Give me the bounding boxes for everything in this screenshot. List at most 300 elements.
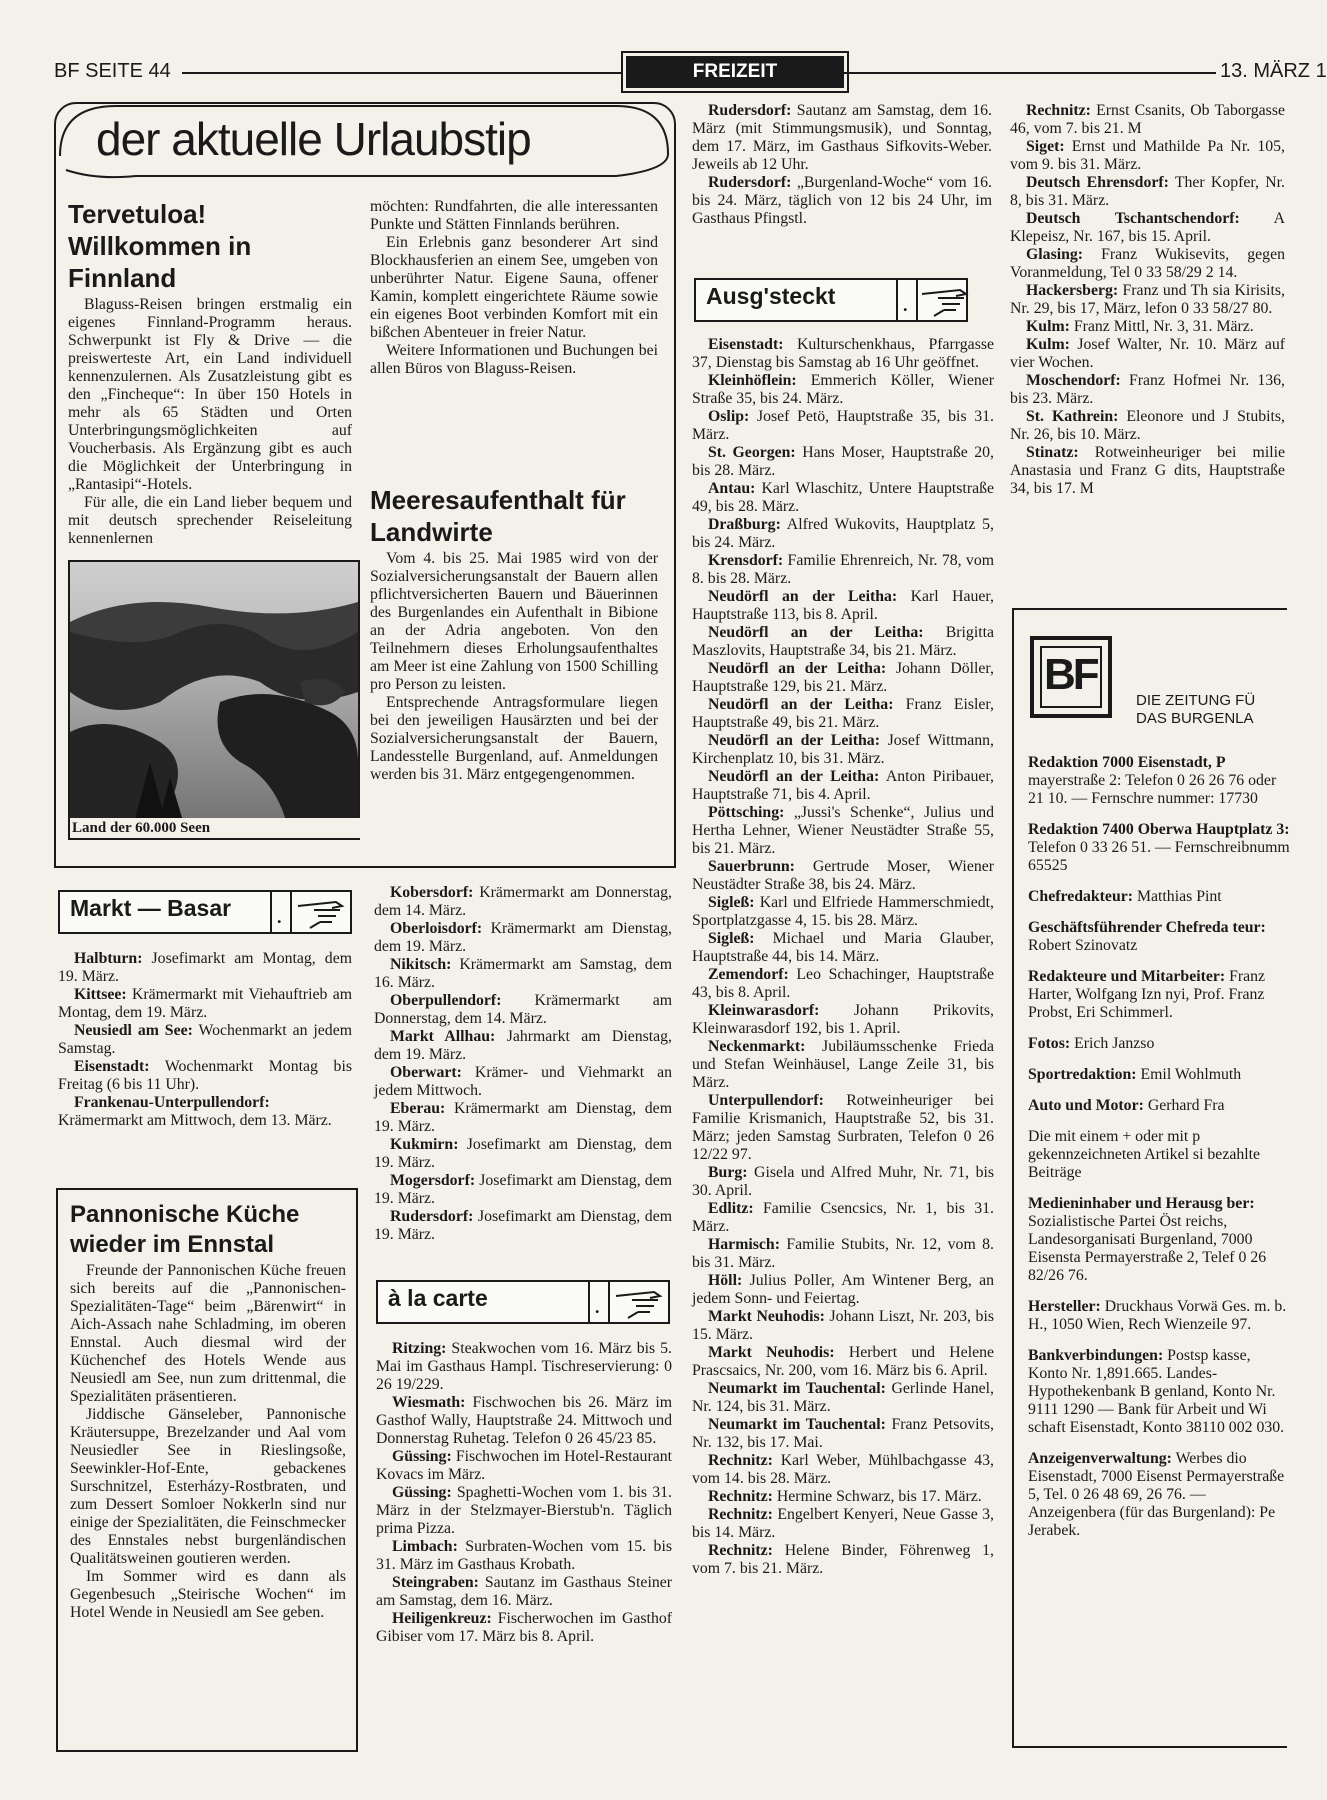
- place-name: Rechnitz:: [708, 1542, 773, 1559]
- issue-date: 13. MÄRZ 1: [1220, 60, 1327, 82]
- place-name: Kleinhöflein:: [708, 372, 797, 389]
- place-name: Burg:: [708, 1164, 748, 1181]
- heading-dot: .: [595, 1297, 600, 1317]
- impressum-label: Geschäftsführender Chefreda teur:: [1028, 919, 1266, 936]
- list-item: [374, 992, 672, 1028]
- article-title: Meeresaufenthalt für Landwirte: [370, 485, 626, 547]
- place-name: Draßburg:: [708, 516, 781, 533]
- place-name: Krensdorf:: [708, 552, 784, 569]
- impressum-entry: [1028, 1298, 1290, 1334]
- entry-text: Familie Csencsics, Nr. 1, bis 31. März.: [692, 1200, 994, 1235]
- list-item: [1010, 318, 1285, 336]
- slogan-line: DAS BURGENLA: [1136, 710, 1254, 727]
- entry-text: Karl Hauer, Hauptstraße 113, bis 8. April.: [692, 588, 994, 623]
- entry-text: Fischerwochen im Gasthof Gibiser vom 17. März bis 8. April.: [376, 1610, 673, 1645]
- entry-text: Krämermarkt am Dienstag, dem 19. März.: [374, 920, 673, 955]
- impressum-text: Telefon 0 33 26 51. — Fernschreibnumm 65525: [1028, 839, 1290, 874]
- pointing-hand-icon: [920, 284, 970, 318]
- meer-article: [370, 484, 658, 784]
- list-item: [692, 1272, 994, 1308]
- page-number: BF SEITE 44: [54, 60, 171, 82]
- impressum-entry: [1028, 1066, 1290, 1084]
- impressum-text: Postsp kasse, Konto Nr. 1,891.665. Landes-Hypothekenbank B genland, Konto Nr. 9111 1290 — Bank für Arbeit und Wi schaft Eisenstadt, Konto 38110 002 030.: [1028, 1347, 1285, 1436]
- article-paragraph: Ein Erlebnis ganz besonderer Art sind Blockhausferien an einem See, umgeben von unberührter Natur. Eigene Sauna, offener Kamin, komplett eingerichtete Räume sowie ein eigenes Boot verbinden Komfort mit ein bißchen Abenteuer in freier Natur.: [370, 234, 658, 341]
- impressum-entry: [1028, 1035, 1290, 1053]
- impressum-label: Fotos:: [1028, 1035, 1071, 1052]
- list-item: [1010, 246, 1285, 282]
- heading-divider: [608, 1282, 610, 1322]
- list-item: [692, 930, 994, 966]
- place-name: Hackersberg:: [1026, 282, 1119, 299]
- list-item: [376, 1448, 672, 1484]
- impressum-text: Emil Wohlmuth: [1140, 1066, 1242, 1083]
- place-name: Eisenstadt:: [74, 1058, 150, 1075]
- entry-text: Michael und Maria Glauber, Hauptstraße 44, bis 14. März.: [692, 930, 994, 965]
- col4-top-list: [1010, 102, 1285, 498]
- lake-landscape-image: [70, 562, 358, 838]
- place-name: Moschendorf:: [1026, 372, 1121, 389]
- impressum-label: Auto und Motor:: [1028, 1097, 1144, 1114]
- place-name: Oberloisdorf:: [390, 920, 483, 937]
- entry-text: Krämermarkt am Donnerstag, dem 14. März.: [374, 992, 672, 1027]
- list-item: [376, 1610, 672, 1646]
- heading-divider: [896, 280, 898, 320]
- list-item: [58, 1094, 352, 1130]
- place-name: Nikitsch:: [390, 956, 452, 973]
- list-item: [692, 1236, 994, 1272]
- entry-text: Kulturschenkhaus, Pfarrgasse 37, Dienstag bis Samstag ab 16 Uhr geöffnet.: [692, 336, 994, 371]
- section-heading-label: Ausg'steckt: [706, 283, 836, 309]
- list-item: [692, 1002, 994, 1038]
- place-name: Steingraben:: [392, 1574, 479, 1591]
- entry-text: Ther Kopfer, Nr. 8, bis 31. März.: [1010, 174, 1285, 209]
- entry-text: Eleonore und J Stubits, Nr. 26, bis 10. März.: [1010, 408, 1285, 443]
- list-item: [1010, 282, 1285, 318]
- place-name: Mogersdorf:: [390, 1172, 476, 1189]
- entry-text: Familie Stubits, Nr. 12, vom 8. bis 31. März.: [692, 1236, 994, 1271]
- impressum-entry: [1028, 1195, 1290, 1285]
- slogan-line: DIE ZEITUNG FÜ: [1136, 692, 1256, 709]
- section-label: FREIZEIT: [626, 56, 844, 88]
- list-item: [1010, 408, 1285, 444]
- entry-text: Franz Wukisevits, gegen Voranmeldung, Tel 0 33 58/29 2 14.: [1010, 246, 1285, 281]
- entry-text: Karl Wlaschitz, Untere Hauptstraße 49, bis 28. März.: [692, 480, 994, 515]
- entry-text: Johann Liszt, Nr. 203, bis 15. März.: [692, 1308, 994, 1343]
- place-name: Neudörfl an der Leitha:: [708, 624, 924, 641]
- list-item: [1010, 372, 1285, 408]
- list-item: [692, 372, 994, 408]
- ausgsteckt-heading: [694, 278, 968, 322]
- place-name: Neumarkt im Tauchental:: [708, 1416, 886, 1433]
- entry-text: Gisela und Alfred Muhr, Nr. 71, bis 30. April.: [692, 1164, 995, 1199]
- list-item: [374, 1064, 672, 1100]
- list-item: [374, 920, 672, 956]
- impressum-text: mayerstraße 2: Telefon 0 26 26 76 oder 21 10. — Fernschre nummer: 17730: [1028, 772, 1277, 807]
- impressum-entry: [1028, 919, 1290, 955]
- entry-text: Jahrmarkt am Dienstag, dem 19. März.: [374, 1028, 673, 1063]
- place-name: Kittsee:: [74, 986, 127, 1003]
- entry-text: Karl Weber, Mühlbachgasse 43, vom 14. bis 28. März.: [692, 1452, 994, 1487]
- place-name: Rechnitz:: [1026, 102, 1091, 119]
- header-rule: [840, 72, 1216, 74]
- col3-top-list: [692, 102, 992, 228]
- article-paragraph: Weitere Informationen und Buchungen bei allen Büros von Blaguss-Reisen.: [370, 342, 658, 377]
- carte-list: [376, 1340, 672, 1646]
- list-item: [692, 1542, 994, 1578]
- list-item: [58, 1022, 352, 1058]
- entry-text: Steakwochen vom 16. März bis 5. Mai im Gasthaus Hampl. Tischreservierung: 0 26 19/229.: [376, 1340, 672, 1393]
- list-item: [1010, 336, 1285, 372]
- impressum-label: Anzeigenverwaltung:: [1028, 1450, 1172, 1467]
- place-name: Frankenau-Unterpullendorf:: [74, 1094, 270, 1111]
- entry-text: „Burgenland-Woche“ vom 16. bis 24. März, täglich von 12 bis 24 Uhr, im Gasthaus Pfingstl.: [692, 174, 992, 227]
- heading-dot: .: [903, 295, 908, 315]
- list-item: [692, 408, 994, 444]
- heading-divider: [290, 892, 292, 932]
- entry-text: Josefimarkt am Montag, dem 19. März.: [58, 950, 352, 985]
- entry-text: Hans Moser, Hauptstraße 20, bis 28. März.: [692, 444, 994, 479]
- list-item: [58, 1058, 352, 1094]
- article-paragraph: Blaguss-Reisen bringen erstmalig ein eigenes Finnland-Programm heraus. Schwerpunkt ist Fly & Drive — die preiswerteste Art, ein Land individuell kennenzulernen. Als Zusatzleistung gibt es den „Fincheque“: In über 150 Hotels in mehr als 65 Städten und Orten Unterbringungsmöglichkeiten auf Voucherbasis. Als Ergänzung gibt es auch die Möglichkeit der Unterbringung in „Rantasipi“-Hotels.: [68, 296, 352, 493]
- place-name: Güssing:: [392, 1484, 452, 1501]
- place-name: Sauerbrunn:: [708, 858, 795, 875]
- list-item: [692, 1200, 994, 1236]
- article-paragraph: Vom 4. bis 25. Mai 1985 wird von der Sozialversicherungsanstalt der Bauern allen pflichtversicherten Bauern und Bäuerinnen des Burgenlandes ein Aufenthalt in Bibione an der Adria angeboten. Von den Teilnehmern dieses Erholungsaufenthaltes am Meer ist eine Zahlung von 1500 Schilling pro Person zu leisten.: [370, 550, 658, 693]
- list-item: [58, 950, 352, 986]
- place-name: Neckenmarkt:: [708, 1038, 806, 1055]
- entry-text: Surbraten-Wochen vom 15. bis 31. März im Gasthaus Krobath.: [376, 1538, 672, 1573]
- list-item: [692, 1164, 994, 1200]
- place-name: St. Georgen:: [708, 444, 796, 461]
- ausgsteckt-list: [692, 336, 994, 1578]
- list-item: [692, 480, 994, 516]
- list-item: [692, 1092, 994, 1164]
- header-rule: [182, 72, 622, 74]
- entry-text: Wochenmarkt Montag bis Freitag (6 bis 11 Uhr).: [58, 1058, 352, 1093]
- list-item: [1010, 210, 1285, 246]
- entry-text: Engelbert Kenyeri, Neue Gasse 3, bis 14. März.: [692, 1506, 994, 1541]
- list-item: [692, 966, 994, 1002]
- entry-text: Emmerich Köller, Wiener Straße 35, bis 24. März.: [692, 372, 994, 407]
- list-item: [1010, 102, 1285, 138]
- a-la-carte-heading: [376, 1280, 670, 1324]
- entry-text: Krämermarkt am Donnerstag, dem 14. März.: [374, 884, 672, 919]
- place-name: Kulm:: [1026, 318, 1070, 335]
- markt-list-left: [58, 950, 352, 1130]
- list-item: [692, 1344, 994, 1380]
- entry-text: Anton Piribauer, Hauptstraße 71, bis 4. April.: [692, 768, 994, 803]
- place-name: Pöttsching:: [708, 804, 785, 821]
- entry-text: Ernst Csanits, Ob Taborgasse 46, vom 7. bis 21. M: [1010, 102, 1285, 137]
- place-name: Neudörfl an der Leitha:: [708, 588, 898, 605]
- entry-text: Karl und Elfriede Hammerschmiedt, Sportplatzgasse 4, 15. bis 28. März.: [692, 894, 995, 929]
- place-name: Höll:: [708, 1272, 743, 1289]
- place-name: Oslip:: [708, 408, 750, 425]
- impressum-label: Redaktion 7400 Oberwa Hauptplatz 3:: [1028, 821, 1290, 838]
- place-name: Stinatz:: [1026, 444, 1079, 461]
- impressum-entry: [1028, 968, 1290, 1022]
- place-name: Markt Neuhodis:: [708, 1344, 835, 1361]
- entry-text: Rotweinheuriger bei milie Anastasia und Franz G dits, Hauptstraße 34, bis 17. M: [1010, 444, 1285, 497]
- place-name: Rudersdorf:: [708, 174, 792, 191]
- heading-divider: [588, 1282, 590, 1322]
- list-item: [1010, 174, 1285, 210]
- entry-text: Josefimarkt am Dienstag, dem 19. März.: [374, 1208, 672, 1243]
- entry-text: Sautanz am Samstag, dem 16. März (mit Stimmungsmusik), und Sonntag, dem 17. März, im Gasthaus Sifkovits-Weber. Jeweils ab 12 Uhr.: [692, 102, 993, 173]
- place-name: Unterpullendorf:: [708, 1092, 824, 1109]
- entry-text: Ernst und Mathilde Pa Nr. 105, vom 9. bis 31. März.: [1010, 138, 1285, 173]
- entry-text: Leo Schachinger, Hauptstraße 43, bis 8. April.: [692, 966, 995, 1001]
- entry-text: „Jussi's Schenke“, Julius und Hertha Lehner, Wiener Neustädter Straße 55, bis 21. März.: [692, 804, 994, 857]
- list-item: [374, 1172, 672, 1208]
- entry-text: Franz Eisler, Hauptstraße 49, bis 21. März.: [692, 696, 994, 731]
- entry-text: Krämermarkt am Samstag, dem 16. März.: [374, 956, 672, 991]
- article-paragraph: Im Sommer wird es dann als Gegenbesuch „Steirische Wochen“ im Hotel Wende in Neusiedl am See geben.: [70, 1568, 346, 1621]
- place-name: Eberau:: [390, 1100, 446, 1117]
- place-name: Sigleß:: [708, 930, 755, 947]
- impressum-label: Hersteller:: [1028, 1298, 1101, 1315]
- list-item: [58, 986, 352, 1022]
- entry-text: Josef Petö, Hauptstraße 35, bis 31. März.: [692, 408, 995, 443]
- entry-text: Franz und Th sia Kirisits, Nr. 29, bis 17, März, lefon 0 33 58/27 80.: [1010, 282, 1285, 317]
- list-item: [376, 1394, 672, 1448]
- list-item: [692, 174, 992, 228]
- zeitung-slogan: [1136, 692, 1255, 728]
- pointing-hand-icon: [614, 1286, 664, 1320]
- list-item: [1010, 444, 1285, 498]
- list-item: [376, 1538, 672, 1574]
- article-paragraph: Für alle, die ein Land lieber bequem und mit deutsch sprechender Reiseleitung kennenlernen: [68, 494, 352, 547]
- impressum-text: Die mit einem + oder mit p gekennzeichneten Artikel si bezahlte Beiträge: [1028, 1128, 1261, 1181]
- impressum-label: Redakteure und Mitarbeiter:: [1028, 968, 1226, 985]
- finnland-article-cont: [370, 198, 658, 378]
- page-header: [54, 48, 1327, 88]
- entry-text: Rotweinheuriger bei Familie Krismanich, Hauptstraße 52, bis 31. März; jeden Samstag Surbraten, Telefon 0 26 12/22 97.: [692, 1092, 994, 1163]
- heading-divider: [916, 280, 918, 320]
- entry-text: Josef Wittmann, Kirchenplatz 10, bis 31. März.: [692, 732, 994, 767]
- place-name: Harmisch:: [708, 1236, 780, 1253]
- impressum-label: Sportredaktion:: [1028, 1066, 1137, 1083]
- entry-text: Fischwochen im Hotel-Restaurant Kovacs im März.: [376, 1448, 673, 1483]
- place-name: Siget:: [1026, 138, 1065, 155]
- place-name: Heiligenkreuz:: [392, 1610, 492, 1627]
- impressum-entry: [1028, 1450, 1290, 1540]
- entry-text: Jubiläumsschenke Frieda und Stefan Weinhäusel, Lange Zeile 31, bis März.: [692, 1038, 994, 1091]
- impressum-label: Bankverbindungen:: [1028, 1347, 1164, 1364]
- place-name: Güssing:: [392, 1448, 452, 1465]
- impressum-text: Sozialistische Partei Öst reichs, Landesorganisati Burgenland, 7000 Eisensta Permayerstraße 2, Telef 0 26 82/26 76.: [1028, 1213, 1267, 1284]
- markt-list-right: [374, 884, 672, 1244]
- place-name: Eisenstadt:: [708, 336, 784, 353]
- section-heading-label: Markt — Basar: [70, 895, 232, 921]
- place-name: Glasing:: [1026, 246, 1084, 263]
- entry-text: Johann Döller, Hauptstraße 129, bis 21. März.: [692, 660, 995, 695]
- list-item: [692, 894, 994, 930]
- list-item: [692, 624, 994, 660]
- entry-text: Fischwochen bis 26. März im Gasthof Wally, Hauptstraße 24. Mittwoch und Donnerstag Ruhetag. Telefon 0 26 45/23 85.: [376, 1394, 673, 1447]
- place-name: Neusiedl am See:: [74, 1022, 193, 1039]
- impressum-entry: [1028, 821, 1290, 875]
- list-item: [374, 884, 672, 920]
- list-item: [692, 660, 994, 696]
- place-name: Ritzing:: [392, 1340, 447, 1357]
- impressum-box: [1012, 608, 1290, 1748]
- article-paragraph: Freunde der Pannonischen Küche freuen sich bereits auf die „Pannonischen-Spezialitäten-Tage“ beim „Bärenwirt“ in Aich-Assach nahe Schladming, im oberen Ennstal. Auch diesmal wird der Küchenchef des Hotels Wende aus Neusiedl am See, nun zum drittenmal, die Spezialitäten präsentieren.: [70, 1262, 346, 1405]
- entry-text: Wochenmarkt an jedem Samstag.: [58, 1022, 352, 1057]
- entry-text: Gerlinde Hanel, Nr. 124, bis 31. März.: [692, 1380, 994, 1415]
- list-item: [1010, 138, 1285, 174]
- list-item: [692, 1380, 994, 1416]
- entry-text: Krämermarkt am Mittwoch, dem 13. März.: [58, 1112, 332, 1129]
- entry-text: Franz Hofmei Nr. 136, bis 23. März.: [1010, 372, 1285, 407]
- place-name: Kleinwarasdorf:: [708, 1002, 820, 1019]
- list-item: [692, 102, 992, 174]
- entry-text: Helene Binder, Föhrenweg 1, vom 7. bis 21. März.: [692, 1542, 994, 1577]
- impressum-text: Robert Szinovatz: [1028, 937, 1138, 954]
- lake-photo: [68, 560, 360, 840]
- impressum-blocks: [1028, 754, 1290, 1553]
- impressum-label: Chefredakteur:: [1028, 888, 1134, 905]
- entry-text: Alfred Wukovits, Hauptplatz 5, bis 24. März.: [692, 516, 994, 551]
- list-item: [692, 804, 994, 858]
- entry-text: A Klepeisz, Nr. 167, bis 15. April.: [1010, 210, 1285, 245]
- place-name: Rechnitz:: [708, 1506, 773, 1523]
- impressum-text: Druckhaus Vorwä Ges. m. b. H., 1050 Wien, Rech Wienzeile 97.: [1028, 1298, 1287, 1333]
- entry-text: Josefimarkt am Dienstag, dem 19. März.: [374, 1172, 672, 1207]
- list-item: [692, 1038, 994, 1092]
- place-name: Rechnitz:: [708, 1488, 773, 1505]
- place-name: Neumarkt im Tauchental:: [708, 1380, 886, 1397]
- entry-text: Hermine Schwarz, bis 17. März.: [776, 1488, 982, 1505]
- banner-title: der aktuelle Urlaubstip: [96, 113, 531, 165]
- place-name: Rudersdorf:: [390, 1208, 474, 1225]
- entry-text: Krämermarkt mit Viehauftrieb am Montag, dem 19. März.: [58, 986, 352, 1021]
- entry-text: Franz Mittl, Nr. 3, 31. März.: [1073, 318, 1254, 335]
- impressum-label: Redaktion 7000 Eisenstadt, P: [1028, 754, 1226, 771]
- list-item: [692, 732, 994, 768]
- article-paragraph: Entsprechende Antragsformulare liegen bei den jeweiligen Hausärzten und bei der Sozialversicherungsanstalt der Bauern, Landesstelle Burgenland, auf. Anmeldungen werden bis 31. März entgegengenommen.: [370, 694, 658, 783]
- article-title: Pannonische Küche wieder im Ennstal: [70, 1201, 300, 1258]
- list-item: [692, 336, 994, 372]
- place-name: Deutsch Tschantschendorf:: [1026, 210, 1240, 227]
- place-name: Edlitz:: [708, 1200, 754, 1217]
- list-item: [374, 956, 672, 992]
- list-item: [374, 1100, 672, 1136]
- place-name: Deutsch Ehrensdorf:: [1026, 174, 1169, 191]
- list-item: [376, 1484, 672, 1538]
- entry-text: Krämer- und Viehmarkt an jedem Mittwoch.: [374, 1064, 672, 1099]
- impressum-entry: [1028, 754, 1290, 808]
- place-name: Zemendorf:: [708, 966, 789, 983]
- list-item: [692, 516, 994, 552]
- place-name: Antau:: [708, 480, 756, 497]
- list-item: [692, 858, 994, 894]
- entry-text: Familie Ehrenreich, Nr. 78, vom 8. bis 28. März.: [692, 552, 995, 587]
- list-item: [692, 768, 994, 804]
- entry-text: Herbert und Helene Prascsaics, Nr. 200, vom 16. März bis 6. April.: [692, 1344, 994, 1379]
- entry-text: Franz Petsovits, Nr. 132, bis 17. Mai.: [692, 1416, 995, 1451]
- place-name: Kulm:: [1026, 336, 1070, 353]
- list-item: [376, 1340, 672, 1394]
- place-name: Oberwart:: [390, 1064, 462, 1081]
- impressum-label: Medieninhaber und Herausg ber:: [1028, 1195, 1255, 1212]
- list-item: [692, 552, 994, 588]
- place-name: Neudörfl an der Leitha:: [708, 696, 894, 713]
- heading-divider: [270, 892, 272, 932]
- list-item: [374, 1028, 672, 1064]
- impressum-entry: [1028, 888, 1290, 906]
- list-item: [692, 588, 994, 624]
- list-item: [376, 1574, 672, 1610]
- place-name: Sigleß:: [708, 894, 755, 911]
- impressum-text: Erich Janzso: [1074, 1035, 1155, 1052]
- photo-caption: Land der 60.000 Seen: [70, 818, 362, 838]
- urlaubstip-banner: [56, 104, 670, 180]
- place-name: Limbach:: [392, 1538, 458, 1555]
- entry-text: Josef Walter, Nr. 10. März auf vier Wochen.: [1010, 336, 1285, 371]
- list-item: [374, 1136, 672, 1172]
- place-name: Wiesmath:: [392, 1394, 466, 1411]
- place-name: St. Kathrein:: [1026, 408, 1119, 425]
- entry-text: Josefimarkt am Dienstag, dem 19. März.: [374, 1136, 672, 1171]
- bf-logo-text: BF: [1044, 650, 1097, 699]
- finnland-article: [68, 198, 352, 548]
- place-name: Markt Allhau:: [390, 1028, 496, 1045]
- article-title: Tervetuloa! Willkommen in Finnland: [68, 199, 252, 293]
- place-name: Kobersdorf:: [390, 884, 474, 901]
- entry-text: Brigitta Maszlovits, Hauptstraße 34, bis 21. März.: [692, 624, 995, 659]
- heading-dot: .: [277, 907, 282, 927]
- entry-text: Johann Prikovits, Kleinwarasdorf 192, bis 1. April.: [692, 1002, 994, 1037]
- bf-logo: [1030, 636, 1112, 718]
- place-name: Markt Neuhodis:: [708, 1308, 825, 1325]
- list-item: [692, 1506, 994, 1542]
- entry-text: Gertrude Moser, Wiener Neustädter Straße 38, bis 24. März.: [692, 858, 994, 893]
- impressum-text: Gerhard Fra: [1147, 1097, 1225, 1114]
- list-item: [692, 1452, 994, 1488]
- place-name: Rudersdorf:: [708, 102, 792, 119]
- list-item: [692, 1308, 994, 1344]
- place-name: Halbturn:: [74, 950, 143, 967]
- list-item: [692, 444, 994, 480]
- impressum-entry: [1028, 1097, 1290, 1115]
- place-name: Neudörfl an der Leitha:: [708, 660, 887, 677]
- entry-text: Krämermarkt am Dienstag, dem 19. März.: [374, 1100, 672, 1135]
- impressum-entry: [1028, 1347, 1290, 1437]
- article-paragraph: Jiddische Gänseleber, Pannonische Kräutersuppe, Brezelzander und Aal vom Neusiedler See in Rieslingsoße, Seewinkler-Hof-Ente, gebackenes Surschnitzel, Esterházy-Rostbraten, und zum Dessert Somloer Nokkerln sind nur einige der Spezialitäten, die Feinschmecker des Ennstales nebst burgenländischen Qualitätsweinen goutieren werden.: [70, 1406, 346, 1567]
- list-item: [692, 1416, 994, 1452]
- entry-text: Sautanz im Gasthaus Steiner am Samstag, dem 16. März.: [376, 1574, 673, 1609]
- pannon-box: [56, 1188, 358, 1752]
- place-name: Kukmirn:: [390, 1136, 459, 1153]
- article-paragraph: möchten: Rundfahrten, die alle interessanten Punkte und Stätten Finnlands berühren.: [370, 198, 658, 233]
- list-item: [692, 1488, 994, 1506]
- entry-text: Julius Poller, Am Wintener Berg, an jedem Sonn- und Feiertag.: [692, 1272, 995, 1307]
- place-name: Neudörfl an der Leitha:: [708, 732, 880, 749]
- list-item: [692, 696, 994, 732]
- impressum-entry: [1028, 1128, 1290, 1182]
- impressum-text: Matthias Pint: [1136, 888, 1222, 905]
- list-item: [374, 1208, 672, 1244]
- impressum-text: Werbes dio Eisenstadt, 7000 Eisenst Permayerstraße 5, Tel. 0 26 48 69, 26 76. — Anzeigenbera (für das Burgenland): Pe Jerabek.: [1028, 1450, 1285, 1539]
- place-name: Neudörfl an der Leitha:: [708, 768, 880, 785]
- place-name: Rechnitz:: [708, 1452, 773, 1469]
- section-heading-label: à la carte: [388, 1285, 488, 1311]
- impressum-text: Franz Harter, Wolfgang Izn nyi, Prof. Franz Probst, Eri Schimmerl.: [1028, 968, 1266, 1021]
- place-name: Oberpullendorf:: [390, 992, 502, 1009]
- markt-basar-heading: [58, 890, 352, 934]
- entry-text: Spaghetti-Wochen vom 1. bis 31. März in der Stelzmayer-Bierstub'n. Täglich prima Pizza.: [376, 1484, 672, 1537]
